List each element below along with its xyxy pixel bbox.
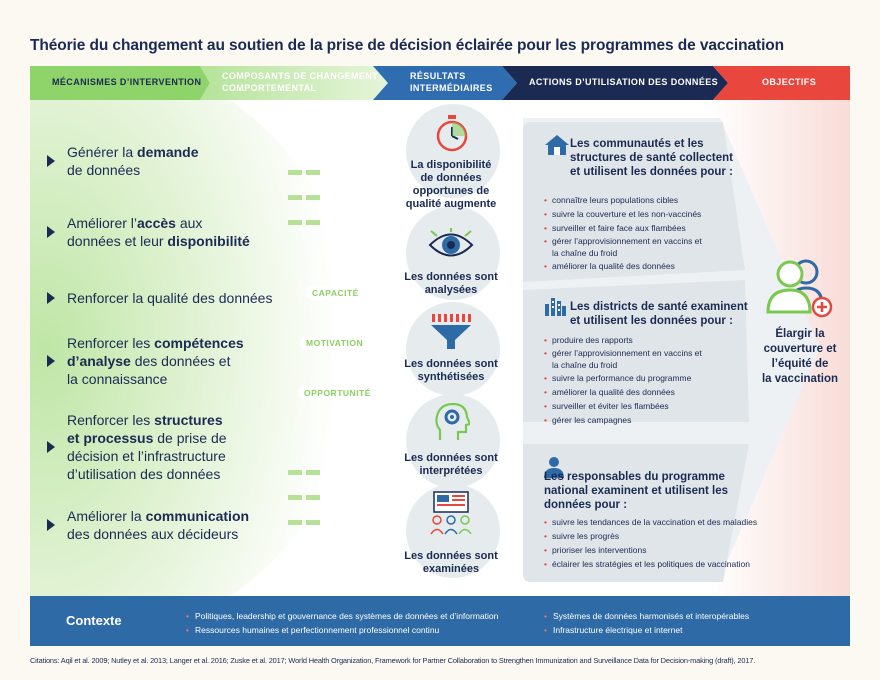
- result-label: Les données sont examinées: [404, 550, 498, 575]
- mechanism-item: [67, 507, 249, 543]
- house-icon: [544, 134, 570, 156]
- list-item: • Politiques, leadership et gouvernance des systèmes de données et d’information: [186, 609, 498, 623]
- list-item: • suivre les progrès: [544, 529, 764, 543]
- list-item: • améliorer la qualité des données: [544, 259, 744, 273]
- list-item: • surveiller et éviter les flambées: [544, 399, 744, 413]
- mechanism-bullet-icon: [47, 519, 55, 531]
- pill-motivation: MOTIVATION: [300, 336, 369, 350]
- panel-title-communities: Les communautés et les structures de santé collectent et utilisent les données pour :: [570, 138, 733, 178]
- mechanism-keyword: accès: [137, 215, 176, 231]
- mechanism-keyword: communication: [145, 508, 250, 524]
- list-item: • connaître leurs populations cibles: [544, 193, 744, 207]
- mechanism-keyword: disponibilité: [167, 233, 250, 249]
- result-label: Les données sont analysées: [404, 271, 498, 296]
- list-item: • Systèmes de données harmonisés et interopérables: [544, 609, 749, 623]
- context-bar: [30, 596, 850, 646]
- list-item: • produire des rapports: [544, 333, 744, 347]
- mechanism-text: Renforcer les: [67, 335, 155, 351]
- list-item: • Infrastructure électrique et internet: [544, 623, 749, 637]
- page-title: Théorie du changement au soutien de la prise de décision éclairée pour les programmes de vaccination: [30, 37, 785, 54]
- list-item: • suivre la performance du programme: [544, 371, 744, 385]
- mechanism-item: [67, 289, 272, 307]
- list-item: • gérer les campagnes: [544, 413, 744, 427]
- mechanism-bullet-icon: [47, 155, 55, 167]
- header-label-components-1: COMPOSANTS DE CHANGEMENT: [222, 71, 379, 81]
- mechanism-text: de données: [67, 162, 141, 178]
- header-label-mechanisms: MÉCANISMES D’INTERVENTION: [52, 77, 202, 87]
- mechanism-text: des données et la connaissance: [67, 353, 231, 387]
- context-label: Contexte: [66, 613, 122, 628]
- result-label: Les données sont synthétisées: [404, 358, 498, 383]
- panel-list-districts: [544, 333, 744, 427]
- list-item: • surveiller et faire face aux flambées: [544, 221, 744, 235]
- pill-capacity: CAPACITÉ: [306, 286, 365, 300]
- people-plus-icon: [764, 256, 834, 318]
- header-label-objectives: OBJECTIFS: [762, 77, 817, 87]
- citation: Citations: Aqil et al. 2009; Nutley et al. 2013; Langer et al. 2016; Zuske et al. 2017; World Health Organization, Framework for Partner Collaboration to Strengthen Immunization and Surveillance Data for Decision-making (draft), 2017.: [30, 656, 756, 665]
- header-label-results-2: INTERMÉDIAIRES: [410, 83, 493, 93]
- eye-icon: [428, 228, 474, 262]
- header-label-actions: ACTIONS D’UTILISATION DES DONNÉES: [529, 77, 719, 87]
- header-label-results-1: RÉSULTATS: [410, 71, 466, 81]
- mechanism-bullet-icon: [47, 441, 55, 453]
- mechanism-bullet-icon: [47, 226, 55, 238]
- panel-list-national: [544, 515, 764, 571]
- context-list-right: [544, 609, 749, 637]
- mechanism-keyword: structures et processus: [67, 412, 223, 446]
- mechanism-text: Améliorer la: [67, 508, 146, 524]
- mechanism-text: Renforcer la qualité des données: [67, 290, 273, 306]
- mechanism-text: Générer la: [67, 144, 138, 160]
- mechanism-bullet-icon: [47, 292, 55, 304]
- list-item: • suivre les tendances de la vaccination et des maladies: [544, 515, 764, 529]
- context-list-left: [186, 609, 498, 637]
- mechanism-text: de prise de décision et l’infrastructure d’utilisation des données: [67, 430, 227, 482]
- mechanism-keyword: demande: [137, 144, 199, 160]
- panel-list-communities: [544, 193, 744, 273]
- mechanism-item: [67, 334, 244, 388]
- list-item: • améliorer la qualité des données: [544, 385, 744, 399]
- result-label: Les données sont interprétées: [404, 452, 498, 477]
- stopwatch-icon: [432, 114, 472, 154]
- mechanism-text: Améliorer l’: [67, 215, 138, 231]
- list-item: • gérer l’approvisionnement en vaccins et la chaîne du froid: [544, 347, 744, 371]
- mechanism-item: [67, 411, 227, 483]
- mechanism-item: [67, 214, 250, 250]
- list-item: • suivre la couverture et les non-vaccinés: [544, 207, 744, 221]
- list-item: • prioriser les interventions: [544, 543, 764, 557]
- head-gear-icon: [434, 402, 470, 442]
- objective-text: Élargir la couverture et l’équité de la vaccination: [761, 328, 839, 385]
- city-icon: [543, 296, 567, 316]
- list-item: • gérer l’approvisionnement en vaccins et la chaîne du froid: [544, 235, 744, 259]
- mechanism-text: aux données et leur: [67, 215, 203, 249]
- result-label: La disponibilité de données opportunes de qualité augmente: [405, 159, 497, 210]
- funnel-icon: [428, 312, 474, 352]
- panel-title-districts: Les districts de santé examinent et utilisent les données pour :: [570, 301, 748, 327]
- mechanism-text: des données aux décideurs: [67, 526, 239, 542]
- header-label-components-2: COMPORTEMENTAL: [222, 83, 317, 93]
- pill-opportunity: OPPORTUNITÉ: [298, 386, 377, 400]
- list-item: • éclairer les stratégies et les politiques de vaccination: [544, 557, 764, 571]
- mechanism-bullet-icon: [47, 355, 55, 367]
- panel-title-national: Les responsables du programme national examinent et utilisent les données pour :: [544, 471, 729, 511]
- list-item: • Ressources humaines et perfectionnement professionnel continu: [186, 623, 498, 637]
- mechanism-item: [67, 143, 199, 179]
- mechanism-keyword: compétences d’analyse: [67, 335, 244, 369]
- meeting-icon: [428, 490, 474, 538]
- mechanism-text: Renforcer les: [67, 412, 155, 428]
